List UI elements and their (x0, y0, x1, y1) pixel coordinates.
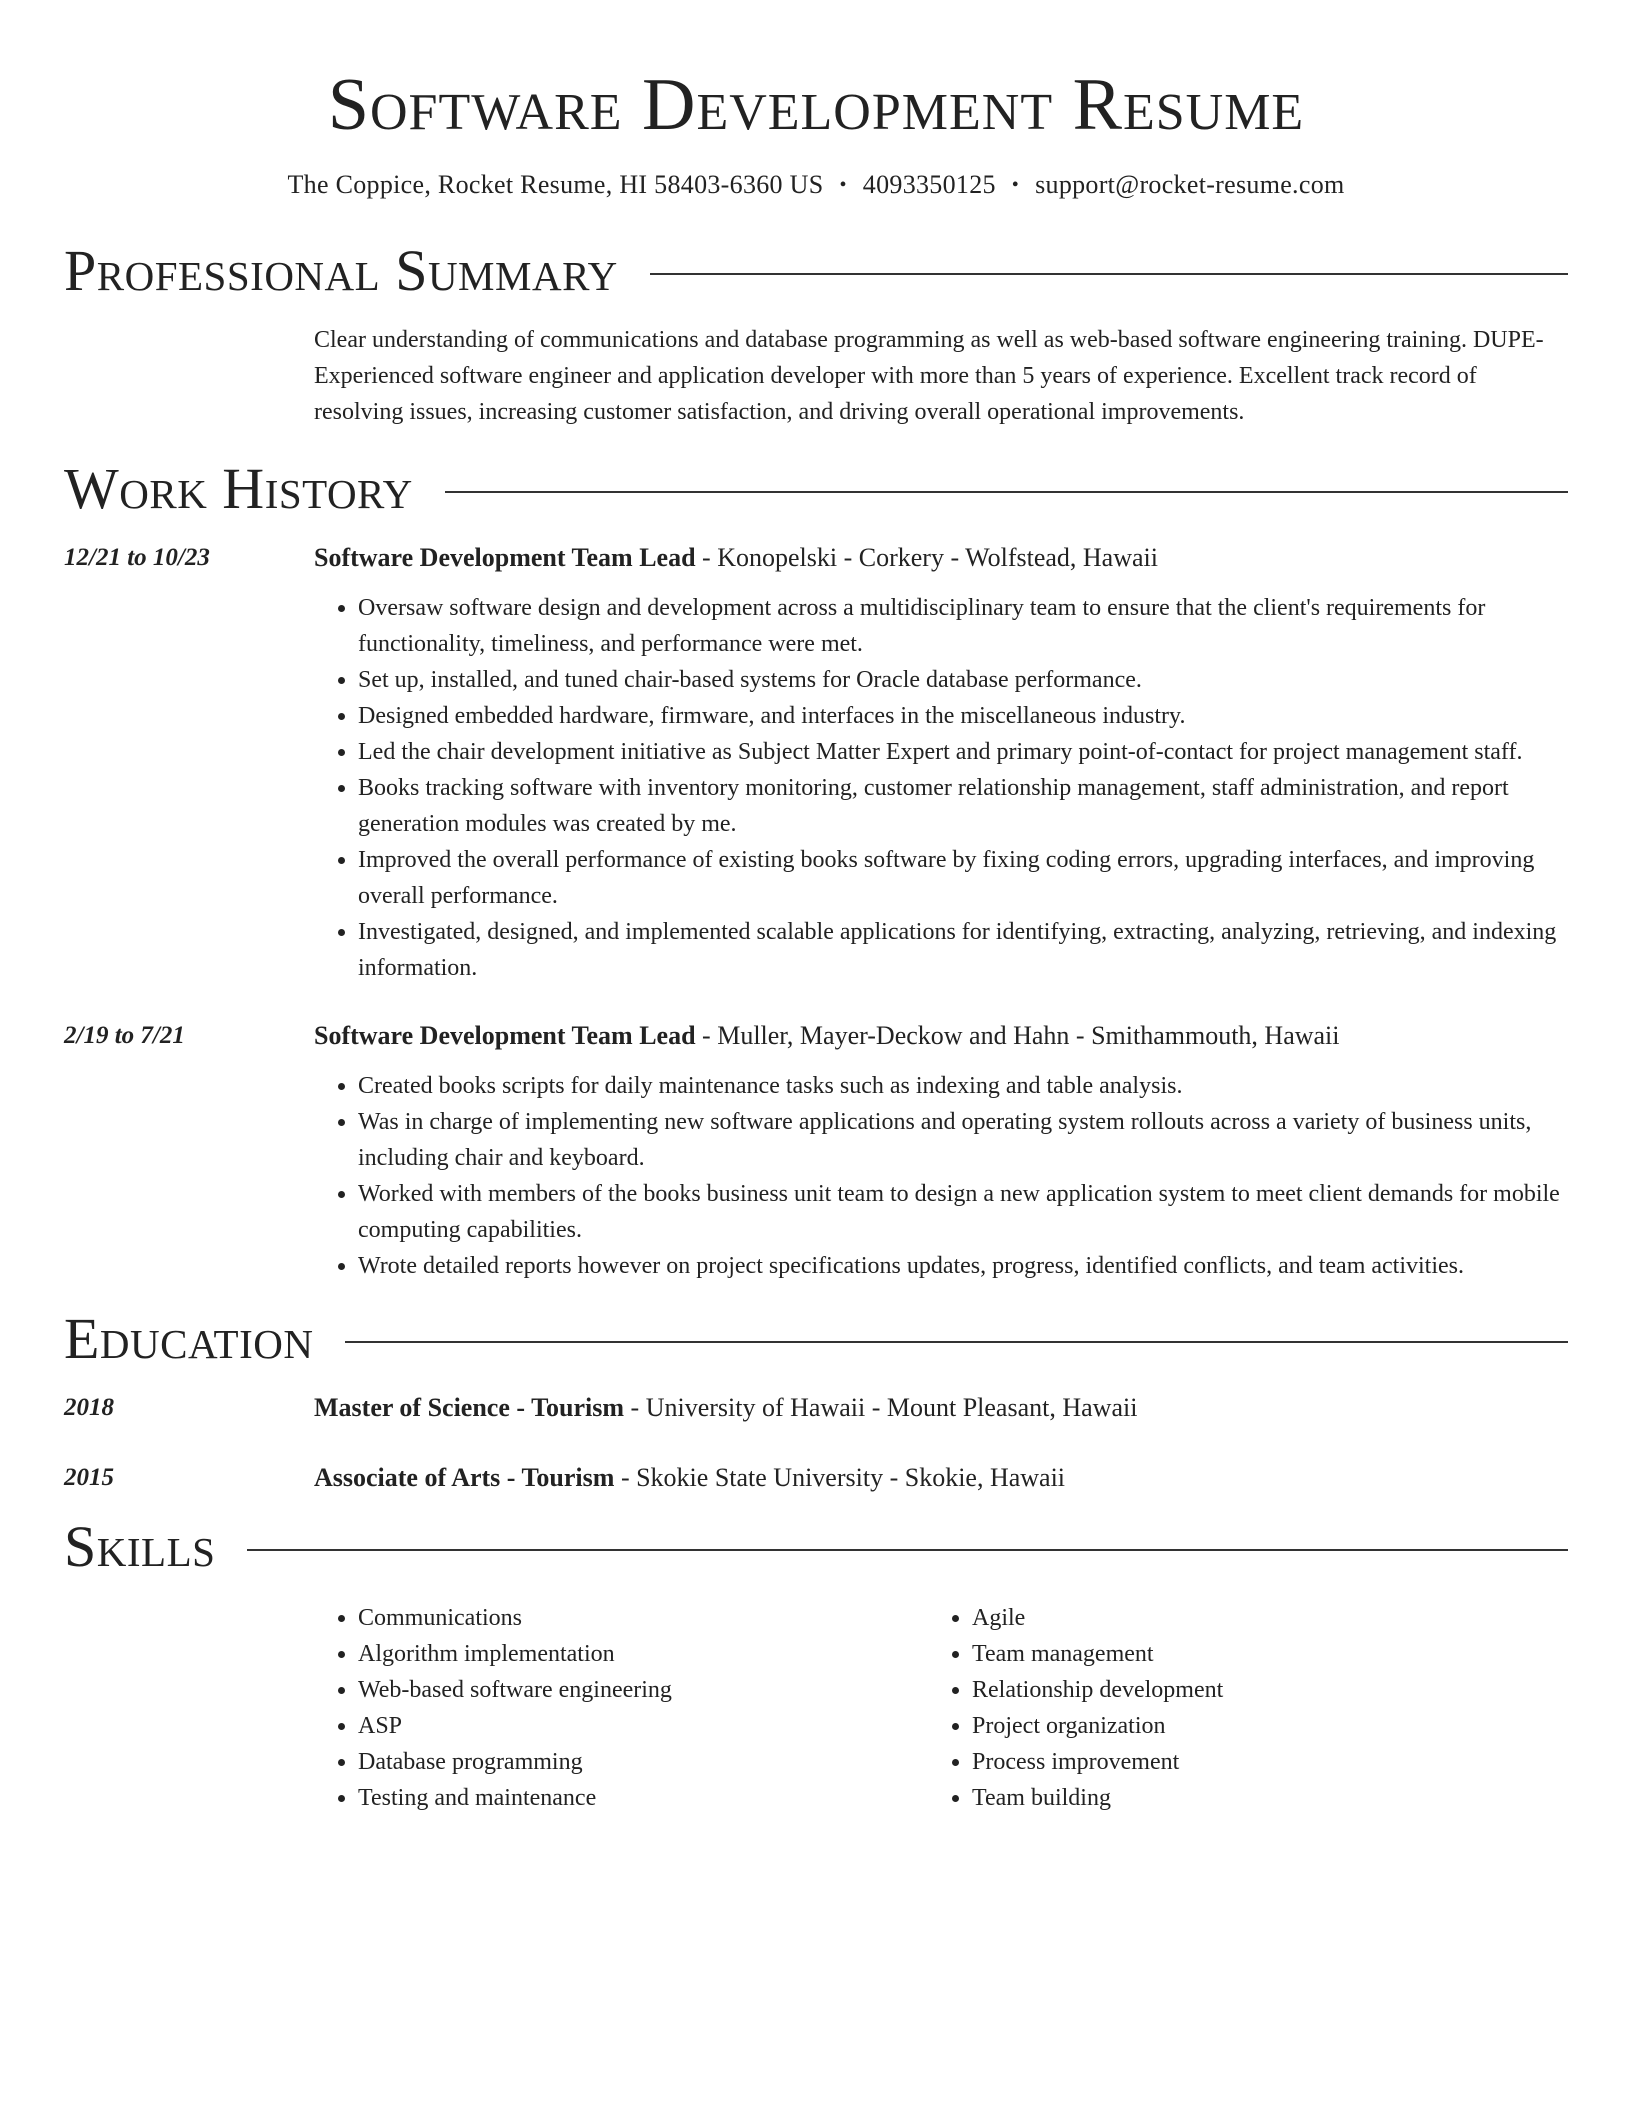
job-bullet: • Wrote detailed reports however on project specifications updates, progress, identified conflicts, and team activities. (358, 1248, 1568, 1284)
contact-separator: • (1011, 174, 1020, 196)
skill-item: • Team management (972, 1636, 1568, 1672)
job-bullet: • Books tracking software with inventory monitoring, customer relationship management, staff administration, and report generation modules was created by me. (358, 770, 1568, 842)
job-entry (64, 1018, 1568, 1284)
job-bullet: • Investigated, designed, and implemented scalable applications for identifying, extracting, analyzing, retrieving, and indexing information. (358, 914, 1568, 986)
job-bullets (314, 590, 1568, 986)
contact-separator: • (839, 174, 847, 196)
job-details: - Konopelski - Corkery - Wolfstead, Hawaii (695, 543, 1158, 572)
skills-column-left (314, 1600, 928, 1816)
skills-heading: Skills (64, 1514, 216, 1579)
skill-item: • Testing and maintenance (358, 1780, 928, 1816)
job-dates: 2/19 to 7/21 (64, 1022, 185, 1049)
education-section-header (64, 1306, 1568, 1372)
summary-text: Clear understanding of communications and database programming as well as web-based software engineering training. DUPE- Experienced software engineer and application developer with more than 5 years of experience. Excellent track record of resolving issues, increasing customer satisfaction, and driving overall operational improvements. (314, 327, 1544, 425)
contact-email: support@rocket-resume.com (1035, 170, 1345, 199)
skill-item: • Process improvement (972, 1744, 1568, 1780)
education-heading-line (314, 1390, 1137, 1426)
job-bullet: • Created books scripts for daily maintenance tasks such as indexing and table analysis. (358, 1068, 1568, 1104)
section-divider (345, 1341, 1568, 1343)
education-degree: Associate of Arts - Tourism (314, 1463, 615, 1492)
skill-item: • Database programming (358, 1744, 928, 1780)
education-degree: Master of Science - Tourism (314, 1393, 625, 1422)
work-heading: Work History (64, 456, 413, 521)
resume-title: Software Development Resume (327, 64, 1305, 146)
job-bullet: • Oversaw software design and development across a multidisciplinary team to ensure that the client's requirements for functionality, timeliness, and performance were met. (358, 590, 1568, 662)
job-title: Software Development Team Lead (314, 1021, 696, 1050)
skill-item: • Agile (972, 1600, 1568, 1636)
contact-line (64, 168, 1568, 204)
job-details: - Muller, Mayer-Deckow and Hahn - Smithammouth, Hawaii (695, 1021, 1340, 1050)
section-divider (247, 1549, 1568, 1551)
skills-column-right (928, 1600, 1568, 1816)
section-divider (650, 273, 1568, 275)
job-dates: 12/21 to 10/23 (64, 544, 210, 571)
education-details: - Skokie State University - Skokie, Hawaii (614, 1463, 1066, 1492)
job-title: Software Development Team Lead (314, 543, 696, 572)
education-year: 2015 (64, 1464, 114, 1491)
job-bullet: • Set up, installed, and tuned chair-based systems for Oracle database performance. (358, 662, 1568, 698)
skills-section-header (64, 1514, 1568, 1580)
education-details: - University of Hawaii - Mount Pleasant, Hawaii (624, 1393, 1138, 1422)
summary-section-header (64, 238, 1568, 304)
job-bullets (314, 1068, 1568, 1284)
skill-item: • Algorithm implementation (358, 1636, 928, 1672)
contact-address: The Coppice, Rocket Resume, HI 58403-6360 US (287, 170, 824, 199)
education-year: 2018 (64, 1394, 114, 1421)
job-bullet: • Worked with members of the books business unit team to design a new application system to meet client demands for mobile computing capabilities. (358, 1176, 1568, 1248)
section-divider (445, 491, 1568, 493)
contact-phone: 4093350125 (862, 170, 996, 199)
job-bullet: • Designed embedded hardware, firmware, and interfaces in the miscellaneous industry. (358, 698, 1568, 734)
job-entry (64, 540, 1568, 986)
education-entry (64, 1460, 1568, 1496)
skill-item: • Team building (972, 1780, 1568, 1816)
skills-list (314, 1600, 1568, 1816)
skill-item: • Web-based software engineering (358, 1672, 928, 1708)
job-bullet: • Was in charge of implementing new software applications and operating system rollouts across a variety of business units, including chair and keyboard. (358, 1104, 1568, 1176)
skill-item: • Project organization (972, 1708, 1568, 1744)
summary-heading: Professional Summary (64, 238, 618, 303)
job-bullet: • Improved the overall performance of existing books software by fixing coding errors, upgrading interfaces, and improving overall performance. (358, 842, 1568, 914)
education-entry (64, 1390, 1568, 1426)
education-heading: Education (64, 1306, 314, 1371)
job-heading (314, 1018, 1340, 1054)
skill-item: • Communications (358, 1600, 928, 1636)
job-bullet: • Led the chair development initiative as Subject Matter Expert and primary point-of-contact for project management staff. (358, 734, 1568, 770)
work-section-header (64, 456, 1568, 522)
skill-item: • ASP (358, 1708, 928, 1744)
education-heading-line (314, 1460, 1065, 1496)
skill-item: • Relationship development (972, 1672, 1568, 1708)
job-heading (314, 540, 1158, 576)
